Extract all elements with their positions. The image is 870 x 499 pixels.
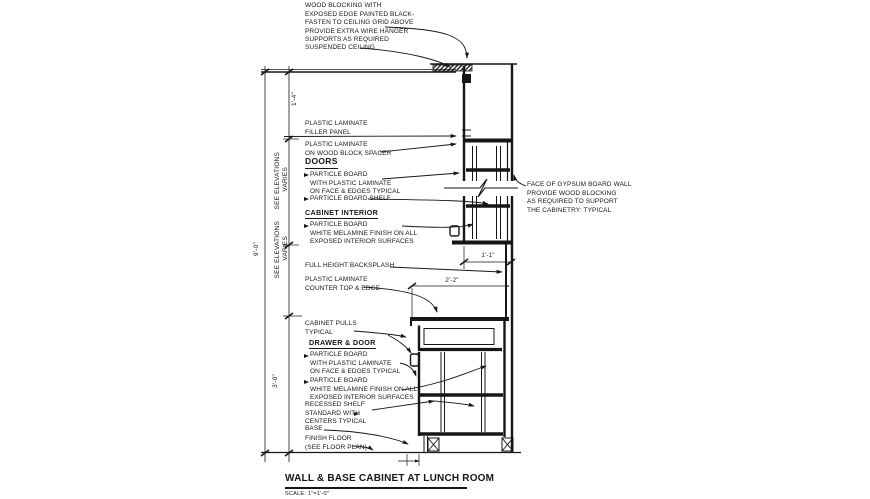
- note-backsplash: FULL HEIGHT BACKSPLASH: [305, 262, 395, 269]
- note-base-melamine: PARTICLE BOARD WHITE MELAMINE FINISH ON ALL EXPOSED INTERIOR SURFACES: [310, 377, 418, 402]
- upper-cabinet: [444, 66, 518, 244]
- drawing-scale: SCALE: 1"=1'-0": [285, 491, 329, 497]
- note-filler-panel: PLASTIC LAMINATE FILLER PANEL: [305, 120, 368, 136]
- heading-drawer-door: DRAWER & DOOR: [309, 338, 376, 347]
- dim-counter-height: 3'-0": [272, 374, 279, 388]
- heading-cabinet-interior: CABINET INTERIOR: [305, 208, 379, 217]
- note-base: BASE: [305, 425, 323, 432]
- note-cabinet-interior-pb: PARTICLE BOARD WHITE MELAMINE FINISH ON ALL EXPOSED INTERIOR SURFACES: [310, 221, 418, 246]
- toe-blocking-left: [428, 438, 439, 451]
- ceiling-group: [261, 64, 517, 72]
- dim-soffit-height: 1'-4": [291, 92, 298, 106]
- note-finish-floor: FINISH FLOOR (SEE FLOOR PLAN): [305, 435, 367, 451]
- note-suspended-ceiling: SUSPENDED CEILING: [305, 44, 375, 51]
- title-underline: [285, 487, 467, 489]
- keynote-flag-icon: [354, 412, 359, 416]
- keynote-flag-icon: [304, 354, 309, 358]
- note-wood-block-spacer: PLASTIC LAMINATE ON WOOD BLOCK SPACER: [305, 141, 392, 157]
- note-recessed-shelf: RECESSED SHELF STANDARD WITH CENTERS TYPICAL: [305, 401, 367, 426]
- note-particle-board-shelf: PARTICLE BOARD SHELF: [310, 195, 391, 202]
- dim-see-elevations-lower: SEE ELEVATIONS: [274, 221, 281, 279]
- base-door-pull: [411, 354, 419, 366]
- keynote-flag-icon: [304, 224, 309, 228]
- dim-counter-depth: 2'-2": [445, 277, 459, 284]
- wood-blocking-hatch: [433, 65, 472, 71]
- keynote-flag-icon: [304, 197, 309, 201]
- note-drawer-door-pb: PARTICLE BOARD WITH PLASTIC LAMINATE ON FACE & EDGES TYPICAL: [310, 351, 401, 376]
- note-counter-top: PLASTIC LAMINATE COUNTER TOP & EDGE: [305, 276, 381, 292]
- drawing-title: WALL & BASE CABINET AT LUNCH ROOM: [285, 473, 495, 484]
- dim-varies-upper: VARIES: [282, 167, 289, 192]
- dim-upper-depth: 1'-1": [481, 252, 495, 259]
- dim-varies-lower: VARIES: [282, 236, 289, 261]
- note-gypsum-wall: FACE OF GYPSUM BOARD WALL PROVIDE WOOD BLOCKING AS REQUIRED TO SUPPORT THE CABINETRY: TYPICAL: [527, 181, 632, 214]
- heading-doors: DOORS: [305, 156, 338, 169]
- dim-overall-height: 9'-0": [253, 242, 260, 256]
- note-wood-blocking: WOOD BLOCKING WITH EXPOSED EDGE PAINTED BLACK- FASTEN TO CEILING GRID ABOVE PROVIDE EXTRA WIRE HANGER SUPPORTS AS REQUIRED: [305, 2, 415, 44]
- dim-see-elevations-upper: SEE ELEVATIONS: [274, 152, 281, 210]
- keynote-flag-icon: [304, 173, 309, 177]
- upper-door-pull: [450, 226, 459, 236]
- keynote-flag-icon: [304, 380, 309, 384]
- note-doors-particle-board: PARTICLE BOARD WITH PLASTIC LAMINATE ON FACE & EDGES TYPICAL: [310, 171, 401, 196]
- drawer-box: [424, 329, 494, 345]
- note-cabinet-pulls: CABINET PULLS TYPICAL: [305, 320, 357, 336]
